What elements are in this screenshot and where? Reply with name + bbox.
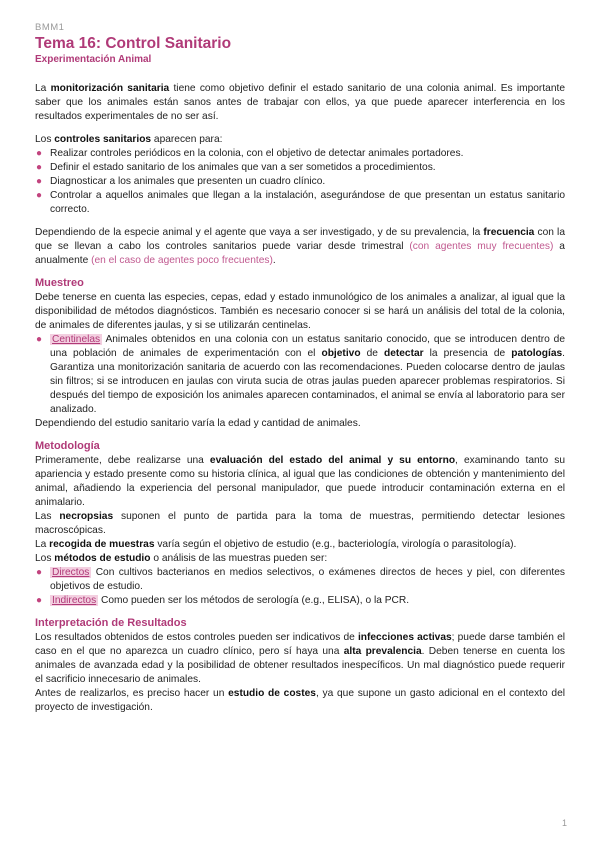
intro-paragraph-2: Los controles sanitarios aparecen para: xyxy=(35,134,223,145)
methods-list xyxy=(35,566,565,608)
muestreo-paragraph-2: Dependiendo del estudio sanitario varía la edad y cantidad de animales. xyxy=(35,418,361,429)
bullet-icon: ● xyxy=(36,162,43,173)
highlight-tag: Indirectos xyxy=(52,595,97,606)
page-number: 1 xyxy=(561,818,567,828)
bullet-icon: ● xyxy=(36,190,43,201)
muestreo-list xyxy=(35,333,565,417)
page-title: Tema 16: Control Sanitario xyxy=(35,35,232,52)
controls-list xyxy=(35,147,565,217)
frequency-paragraph: Dependiendo de la especie animal y el agente que vaya a ser investigado, y de su prevalencia, la frecuencia con la que se llevan a cabo los controles sanitarios puede variar desde trimestral (con agentes muy frecuentes) a anualmente (en el caso de agentes poco frecuentes). xyxy=(35,227,565,266)
metodologia-paragraph-2: Las necropsias suponen el punto de partida para la toma de muestras, permitiendo detectar lesiones macroscópicas. xyxy=(35,511,565,536)
list-item: ● Definir el estado sanitario de los animales que van a ser sometidos a procedimientos. xyxy=(36,162,436,173)
section-heading-metodologia: Metodología xyxy=(35,440,100,452)
list-item: ● Controlar a aquellos animales que llegan a la instalación, asegurándose de que presentan un estatus sanitario correcto. xyxy=(36,190,565,215)
metodologia-paragraph-3: La recogida de muestras varía según el objetivo de estudio (e.g., bacteriología, virología o parasitología). xyxy=(35,539,517,550)
section-heading-muestreo: Muestreo xyxy=(35,277,84,289)
intro-paragraph-1: La monitorización sanitaria tiene como objetivo definir el estado sanitario de una colonia animal. Es importante saber que los animales están sanos antes de trabajar con ellos, ya que puede aparecer interferencia en los resultados experimentales de no ser así. xyxy=(35,83,565,122)
bullet-icon: ● xyxy=(36,567,43,578)
list-item: ● Indirectos Como pueden ser los métodos de serología (e.g., ELISA), o la PCR. xyxy=(36,595,410,606)
course-code: BMM1 xyxy=(35,22,65,33)
metodologia-paragraph-1: Primeramente, debe realizarse una evaluación del estado del animal y su entorno, examinando tanto su apariencia y estado presente como su historia clínica, al igual que las condiciones de obtención y mantenimiento del animal, añadiendo la experiencia del personal manipulador, que puede introducir contaminación externa en el animalario. xyxy=(35,455,565,508)
muestreo-paragraph-1: Debe tenerse en cuenta las especies, cepas, edad y estado inmunológico de los animales a analizar, al igual que la disponibilidad de métodos diagnósticos. También es necesario conocer si se hará un análisis del total de la colonia, de animales de diferentes jaulas, y si se utilizarán centinelas. xyxy=(35,292,565,331)
bullet-icon: ● xyxy=(36,148,43,159)
bullet-icon: ● xyxy=(36,334,43,345)
highlight-tag: Directos xyxy=(52,567,90,578)
highlight-tag: Centinelas xyxy=(52,334,101,345)
bullet-icon: ● xyxy=(36,176,43,187)
document-page xyxy=(35,22,565,715)
metodologia-paragraph-4: Los métodos de estudio o análisis de las muestras pueden ser: xyxy=(35,553,328,564)
page-subtitle: Experimentación Animal xyxy=(35,54,152,65)
section-heading-interpretacion: Interpretación de Resultados xyxy=(35,617,187,629)
list-item: ● Realizar controles periódicos en la colonia, con el objetivo de detectar animales portadores. xyxy=(36,148,464,159)
bullet-icon: ● xyxy=(36,595,43,606)
interpretacion-paragraph-1: Los resultados obtenidos de estos controles pueden ser indicativos de infecciones activas; puede darse también el caso en el que no aparezca un cuadro clínico, pero sí haya una alta prevalencia. Deben tenerse en cuenta los animales de avanzada edad y la posibilidad de obtener resultados inespecíficos. Un mal diagnóstico puede requerir el sacrificio innecesario de animales. xyxy=(35,632,565,685)
list-item: ● Directos Con cultivos bacterianos en medios selectivos, o exámenes directos de heces y piel, con diferentes objetivos de estudio. xyxy=(36,567,565,592)
list-item: ● Diagnosticar a los animales que presenten un cuadro clínico. xyxy=(36,176,326,187)
interpretacion-paragraph-2: Antes de realizarlos, es preciso hacer un estudio de costes, ya que supone un gasto adicional en el contexto del proyecto de investigación. xyxy=(35,688,565,713)
list-item: ● Centinelas Animales obtenidos en una colonia con un estatus sanitario conocido, que se introducen dentro de una población de animales de experimentación con el objetivo de detectar la presencia de patologías. Garantiza una monitorización sanitaria de acuerdo con las recomendaciones. Pueden colocarse dentro de jaulas sin filtros; si se introducen en jaulas con viruta sucia de otras jaulas pueden aparecer problemas respiratorios. Si después del tiempo de exposición los animales aparecen contaminados, el animal se envía al laboratorio para ser analizado. xyxy=(36,334,566,415)
